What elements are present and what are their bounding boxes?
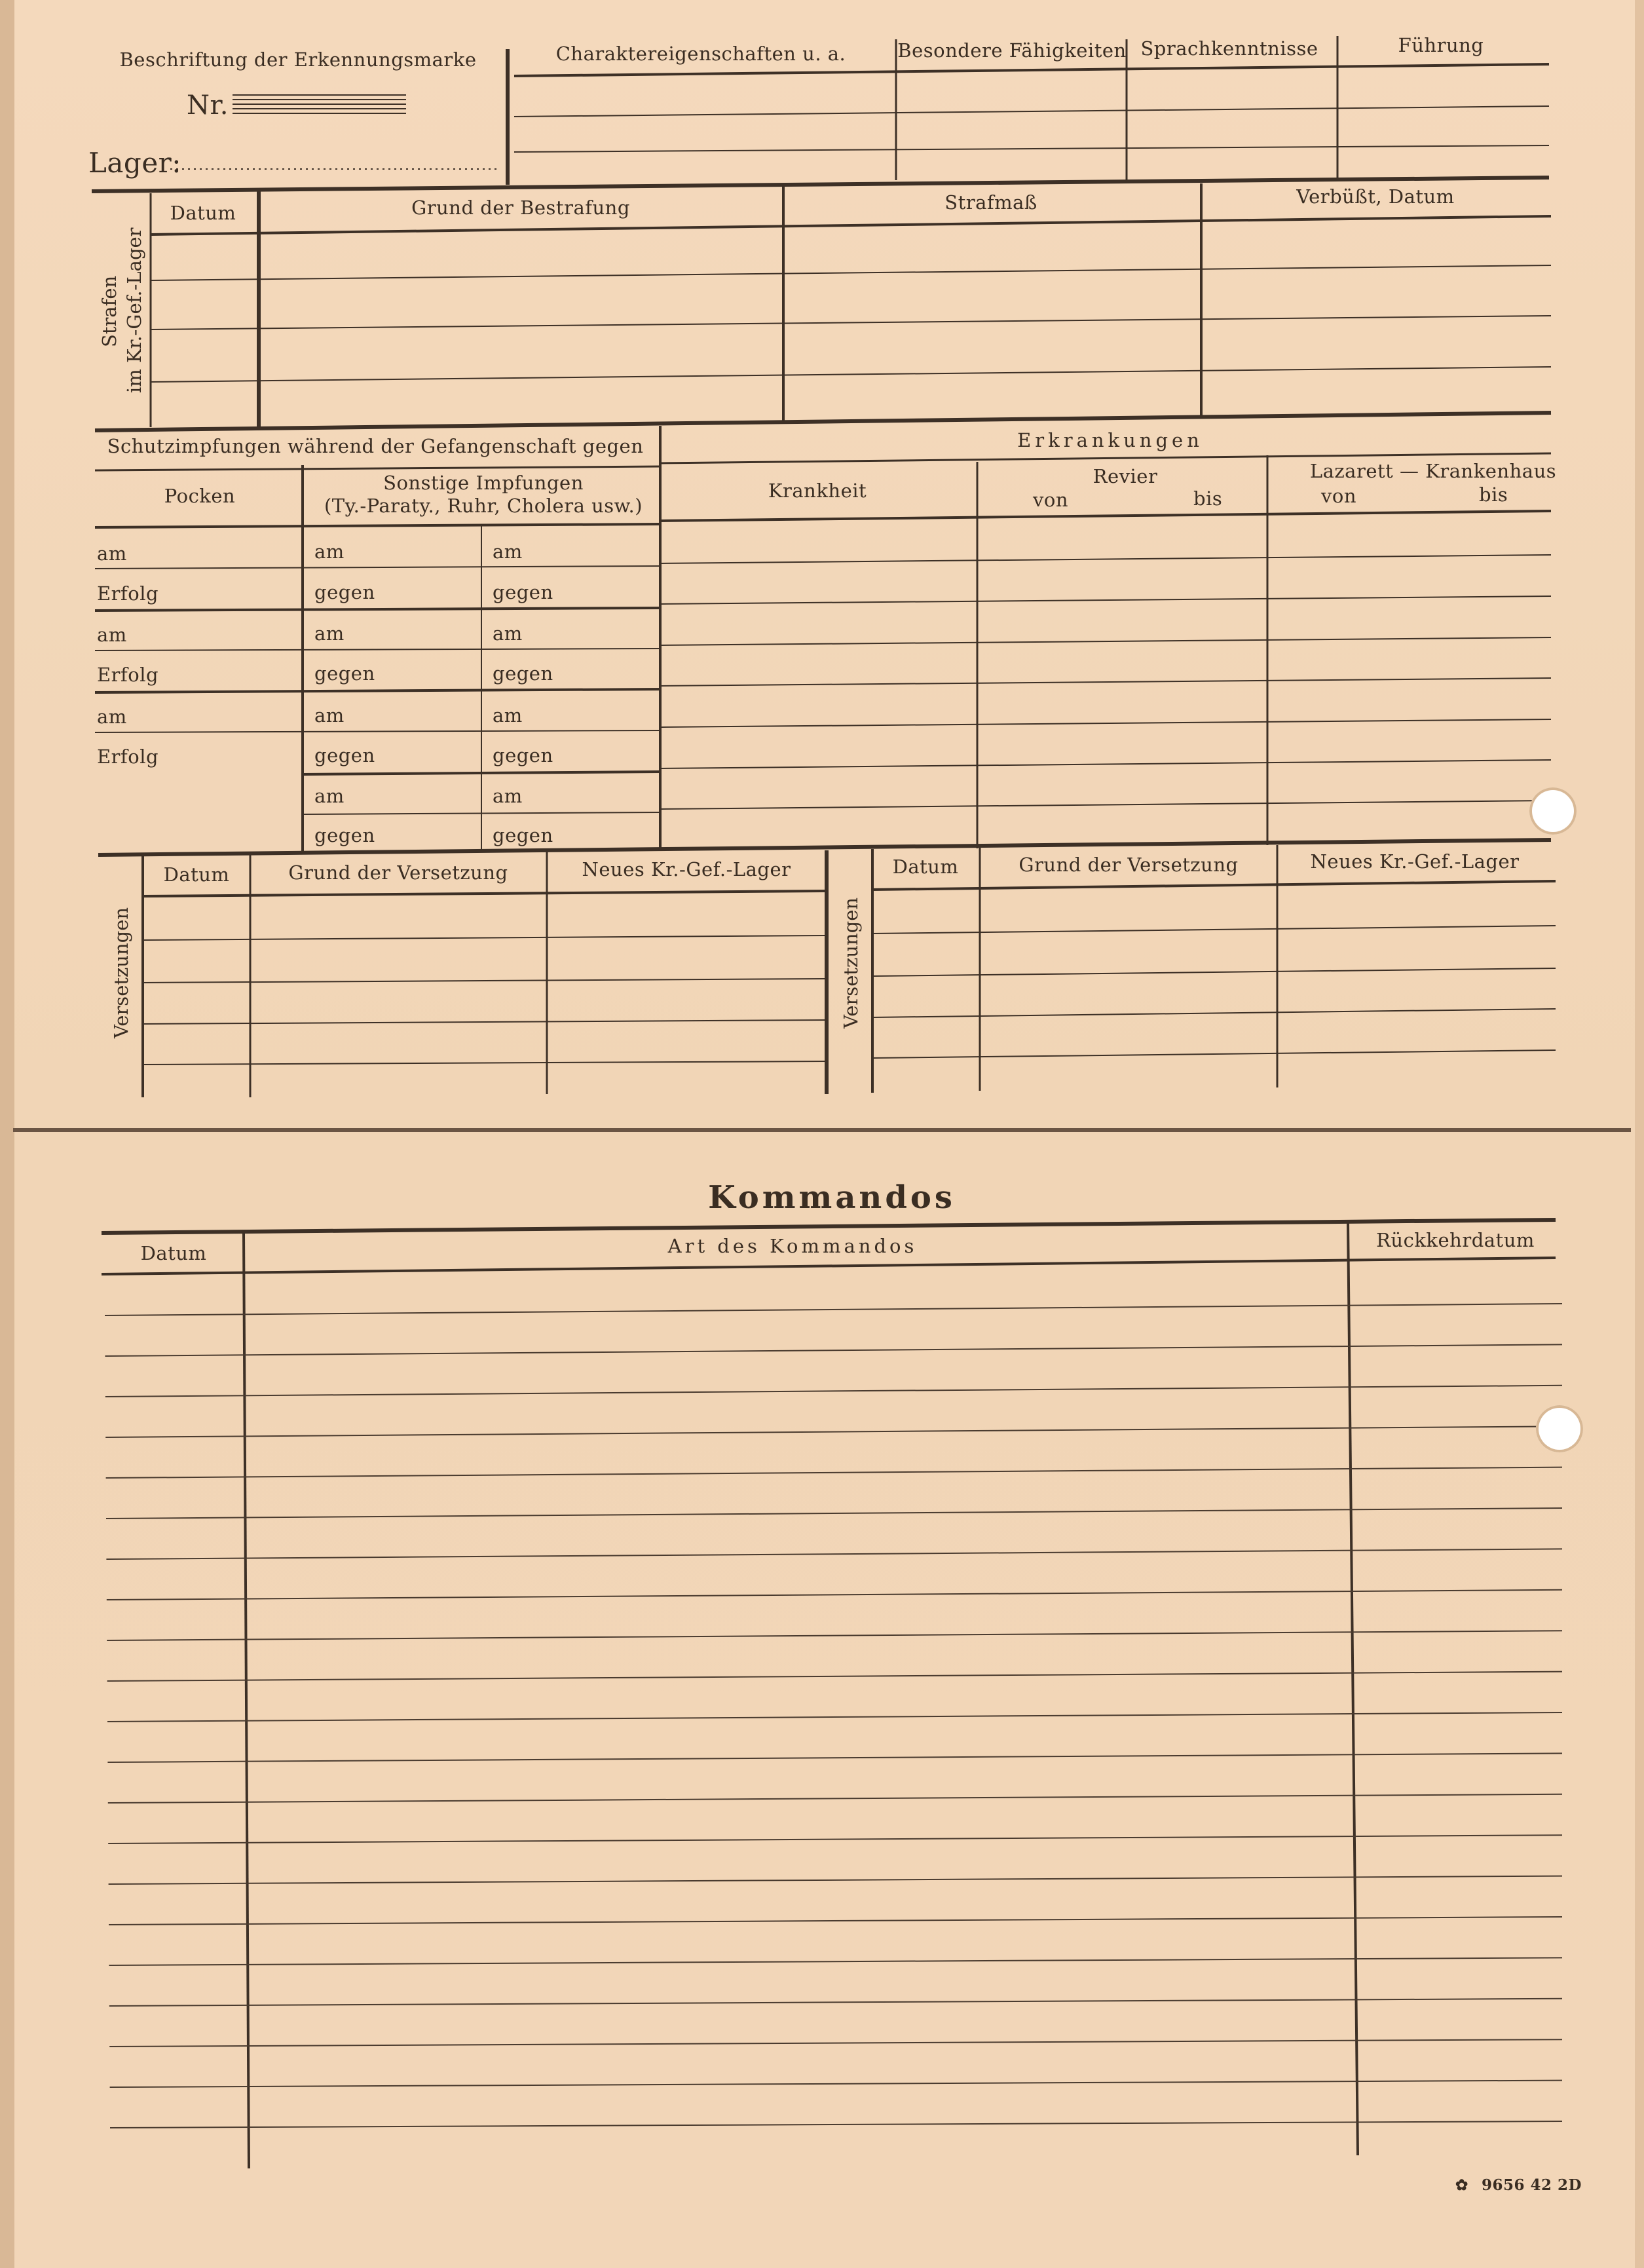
erkennungsmarke-label: Beschriftung der Erkennungsmarke [119,48,477,71]
kommando-rule [105,1344,1562,1356]
kommando-rule [106,1549,1562,1559]
versetzung-left-col-datum: Datum [163,863,230,886]
kommandos-col-datum: Datum [140,1242,207,1264]
kommando-rule [106,1508,1562,1519]
sonstige-am-2a: am [314,622,345,645]
kommando-rule [107,1753,1562,1762]
sonstige-am-1a: am [314,540,345,563]
kommando-rule [107,1672,1562,1681]
lazarett-bis: bis [1479,483,1508,506]
strafen-col-strafmass: Strafmaß [944,191,1037,214]
print-mark-icon: ✿ [1455,2176,1468,2194]
erkrankungen-title: Erkrankungen [1017,429,1203,451]
sonstige-am-4b: am [493,785,523,807]
nr-label: Nr. [187,90,229,121]
impfungen-col-sonstige-detail: (Ty.-Paraty., Ruhr, Cholera usw.) [324,495,643,517]
print-code: 9656 42 2D [1482,2176,1582,2194]
sonstige-am-1b: am [493,540,523,563]
sonstige-gegen-3b: gegen [493,744,553,766]
strafen-col-verbuesst: Verbüßt, Datum [1296,185,1455,208]
strafen-side-label-1: Strafen [98,275,121,347]
kommando-rule [110,2121,1562,2128]
kommando-rule [109,1999,1562,2006]
header-col-sprachen: Sprachkenntnisse [1140,37,1318,60]
versetzung-right-col-lager: Neues Kr.-Gef.-Lager [1310,850,1520,873]
revier-bis: bis [1193,487,1223,510]
versetzung-right-col-datum: Datum [892,856,959,878]
versetzung-left-col-grund: Grund der Versetzung [288,861,508,884]
impfungen-col-pocken: Pocken [164,485,236,507]
pocken-erfolg-3: Erfolg [97,746,159,768]
kommando-rule [110,2081,1562,2087]
kommando-rule [109,1917,1562,1925]
pocken-am-2: am [97,624,127,646]
sonstige-am-2b: am [493,622,523,645]
header-col-charakter: Charaktereigenschaften u. a. [555,43,846,65]
kommandos-title: Kommandos [708,1179,956,1216]
sonstige-am-3a: am [314,704,345,727]
sonstige-gegen-4a: gegen [314,824,375,846]
kommando-rule [107,1631,1562,1640]
sonstige-am-4a: am [314,785,345,807]
versetzungen-side-label-right: Versetzungen [840,897,862,1029]
kommando-rule [109,1876,1562,1884]
pocken-erfolg-1: Erfolg [97,582,159,605]
lazarett-von: von [1321,485,1357,507]
sonstige-am-3b: am [493,704,523,727]
kommando-rule [109,1957,1562,1965]
kommandos-col-art: Art des Kommandos [667,1235,918,1257]
kommando-rule [106,1467,1562,1478]
kommando-rule [107,1712,1562,1722]
sonstige-gegen-1b: gegen [493,581,553,603]
versetzung-right-col-grund: Grund der Versetzung [1018,854,1239,876]
punch-hole-lower [1536,1405,1583,1452]
header-col-fuehrung: Führung [1398,34,1484,56]
strafen-side-label-2: im Kr.-Gef.-Lager [123,227,145,393]
kommando-rule [105,1426,1562,1437]
pocken-am-3: am [97,706,127,728]
impfungen-col-sonstige: Sonstige Impfungen [383,472,584,494]
kommando-rule [105,1386,1562,1397]
versetzungen-side-label-left: Versetzungen [110,907,132,1038]
sonstige-gegen-2b: gegen [493,662,553,685]
kommando-rule [109,2039,1562,2047]
fold-crease [13,1128,1631,1132]
revier-von: von [1033,489,1069,511]
erkrankungen-col-lazarett: Lazarett — Krankenhaus [1309,460,1557,482]
strafen-col-grund: Grund der Bestrafung [411,197,630,219]
sonstige-gegen-4b: gegen [493,824,553,846]
kommando-rule [108,1794,1562,1803]
strafen-col-datum: Datum [170,202,236,224]
pocken-erfolg-2: Erfolg [97,664,159,686]
sonstige-gegen-2a: gegen [314,662,375,685]
sonstige-gegen-1a: gegen [314,581,375,603]
erkrankungen-col-revier: Revier [1093,465,1158,487]
erkrankungen-col-krankheit: Krankheit [768,480,867,502]
versetzung-left-col-lager: Neues Kr.-Gef.-Lager [582,858,791,880]
header-col-faehigkeiten: Besondere Fähigkeiten [897,39,1127,62]
kommando-rule [108,1835,1562,1843]
lager-label: Lager: [88,147,181,179]
pocken-am-1: am [97,542,127,565]
punch-hole-upper [1529,787,1577,835]
sonstige-gegen-3a: gegen [314,744,375,766]
kommandos-col-rueckkehr: Rückkehrdatum [1376,1229,1535,1251]
impfungen-title: Schutzimpfungen während der Gefangenschaft gegen [107,435,644,457]
kommando-rule [107,1590,1562,1600]
kommando-rule [105,1304,1562,1315]
